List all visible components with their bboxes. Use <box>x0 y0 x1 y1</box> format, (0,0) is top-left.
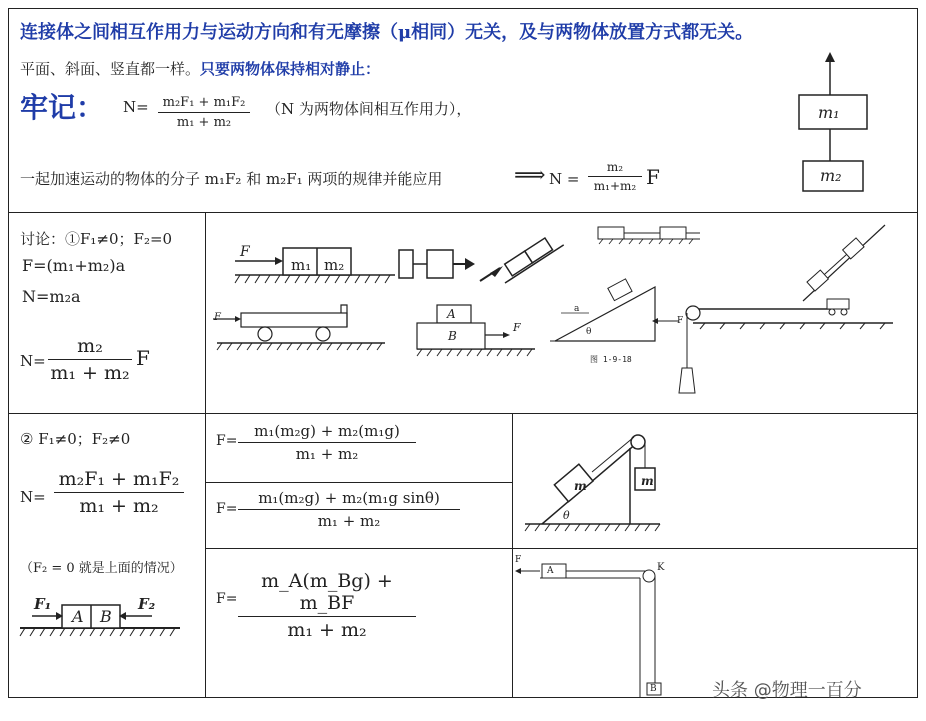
formula2-fraction <box>238 489 460 530</box>
block-m1-label: m₁ <box>818 103 840 122</box>
pulley-B-label: B <box>650 684 657 694</box>
discussion-fraction-bar <box>48 359 132 360</box>
frame-left <box>8 8 9 698</box>
fig-wedge-theta-label: θ <box>586 327 592 337</box>
formula2-fraction-bar <box>238 509 460 510</box>
header-line2-bold: 只要两物体保持相对静止： <box>200 60 381 78</box>
fig1-F-label: F <box>240 244 250 260</box>
fig1-m1-label: m₁ <box>291 256 312 274</box>
row-divider-2 <box>8 413 918 414</box>
formula3-fraction <box>238 570 416 641</box>
up-arrow-head <box>825 52 835 62</box>
incline-M-label: m <box>641 474 654 488</box>
n2-F: F <box>646 165 660 189</box>
frame-right <box>917 8 918 698</box>
discussion-figures <box>205 213 917 413</box>
n2-denominator: m₁+m₂ <box>593 179 637 193</box>
discussion-denominator: m₁ + m₂ <box>50 362 130 384</box>
frame-top <box>8 8 918 9</box>
header-line2-normal: 平面、斜面、竖直都一样。 <box>20 60 201 78</box>
formula1-denominator: m₁ + m₂ <box>295 445 359 463</box>
memo-denominator: m₁ + m₂ <box>176 115 232 130</box>
formula1-numerator: m₁(m₂g) + m₂(m₁g) <box>254 422 400 440</box>
fig-ab-F-label: F <box>513 321 521 334</box>
n2-numerator: m₂ <box>606 160 624 174</box>
memo-label: 牢记： <box>20 91 105 124</box>
fig-cart-F-label: F <box>214 312 221 323</box>
formula3-numerator: m_A(m_Bg) + m_BF <box>261 570 393 614</box>
fig1-m2-label: m₂ <box>324 256 345 274</box>
formula2-label: F= <box>216 501 238 517</box>
formula2-denominator: m₁ + m₂ <box>317 512 381 530</box>
pulley-A-label: A <box>547 566 554 576</box>
memo-fraction-bar <box>158 112 250 113</box>
discussion-fraction <box>48 335 132 384</box>
case2-n-label: N= <box>20 488 46 506</box>
fig-wedge-a-label: a <box>574 304 580 314</box>
block-m2-label: m₂ <box>820 166 842 185</box>
incline-m-label: m <box>574 479 587 493</box>
case2-title: ② F₁≠0；F₂≠0 <box>20 430 131 448</box>
pulley-F-label: F <box>515 555 522 565</box>
memo-n-label: N= <box>123 98 149 116</box>
memo-note: （N 为两物体间相互作用力）， <box>266 100 472 118</box>
case2-note: （F₂ = 0 就是上面的情况） <box>20 561 183 576</box>
formula1-label: F= <box>216 433 238 449</box>
discussion-f-eq: F=(m₁+m₂)a <box>22 256 126 275</box>
watermark: 头条 @物理一百分 <box>712 680 862 701</box>
case2-denominator: m₁ + m₂ <box>79 495 159 517</box>
formula1-fraction <box>238 422 416 463</box>
case2-fraction <box>54 468 184 517</box>
incline-theta-label: θ <box>563 509 570 522</box>
fig-ab-A-label: A <box>447 307 456 321</box>
case2-B-label: B <box>100 607 112 626</box>
discussion-n-F: F <box>136 346 150 370</box>
implies-arrow: ⟹ <box>514 163 546 188</box>
case2-numerator: m₂F₁ + m₁F₂ <box>58 468 180 490</box>
n2-fraction <box>588 160 642 193</box>
incline-pulley-figure <box>520 420 720 540</box>
n2-fraction-bar <box>588 176 642 177</box>
formula1-fraction-bar <box>238 442 416 443</box>
n2-label: N = <box>549 170 580 188</box>
formula3-fraction-bar <box>238 616 416 617</box>
case2-F2-label: F₂ <box>138 595 156 613</box>
fig-caption: 图 1-9-18 <box>590 355 632 364</box>
case2-fraction-bar <box>54 492 184 493</box>
discussion-numerator: m₂ <box>77 335 103 357</box>
discussion-n-eq: N=m₂a <box>22 287 81 306</box>
memo-fraction <box>158 95 250 130</box>
header-title: 连接体之间相互作用力与运动方向和有无摩擦（μ相同）无关，及与两物体放置方式都无关。 <box>20 22 754 43</box>
case2-A-label: A <box>72 607 84 626</box>
formula-divider-a <box>205 482 513 483</box>
discussion-n-label: N= <box>20 352 46 370</box>
header-line2 <box>20 58 380 79</box>
formula3-denominator: m₁ + m₂ <box>287 619 367 641</box>
formula3-label: F= <box>216 591 238 607</box>
pulley-K-label: K <box>657 562 665 573</box>
discussion-title: 讨论：①F₁≠0；F₂=0 <box>20 230 173 248</box>
formula2-numerator: m₁(m₂g) + m₂(m₁g sinθ) <box>258 489 440 507</box>
table-pulley-figure <box>512 549 712 697</box>
memo-numerator: m₂F₁ + m₁F₂ <box>162 95 246 110</box>
fig-wedge-F-label: F <box>677 316 684 326</box>
header-line4: 一起加速运动的物体的分子 m₁F₂ 和 m₂F₁ 两项的规律并能应用 <box>20 170 443 188</box>
fig-ab-B-label: B <box>448 329 457 343</box>
case2-F1-label: F₁ <box>34 595 52 613</box>
